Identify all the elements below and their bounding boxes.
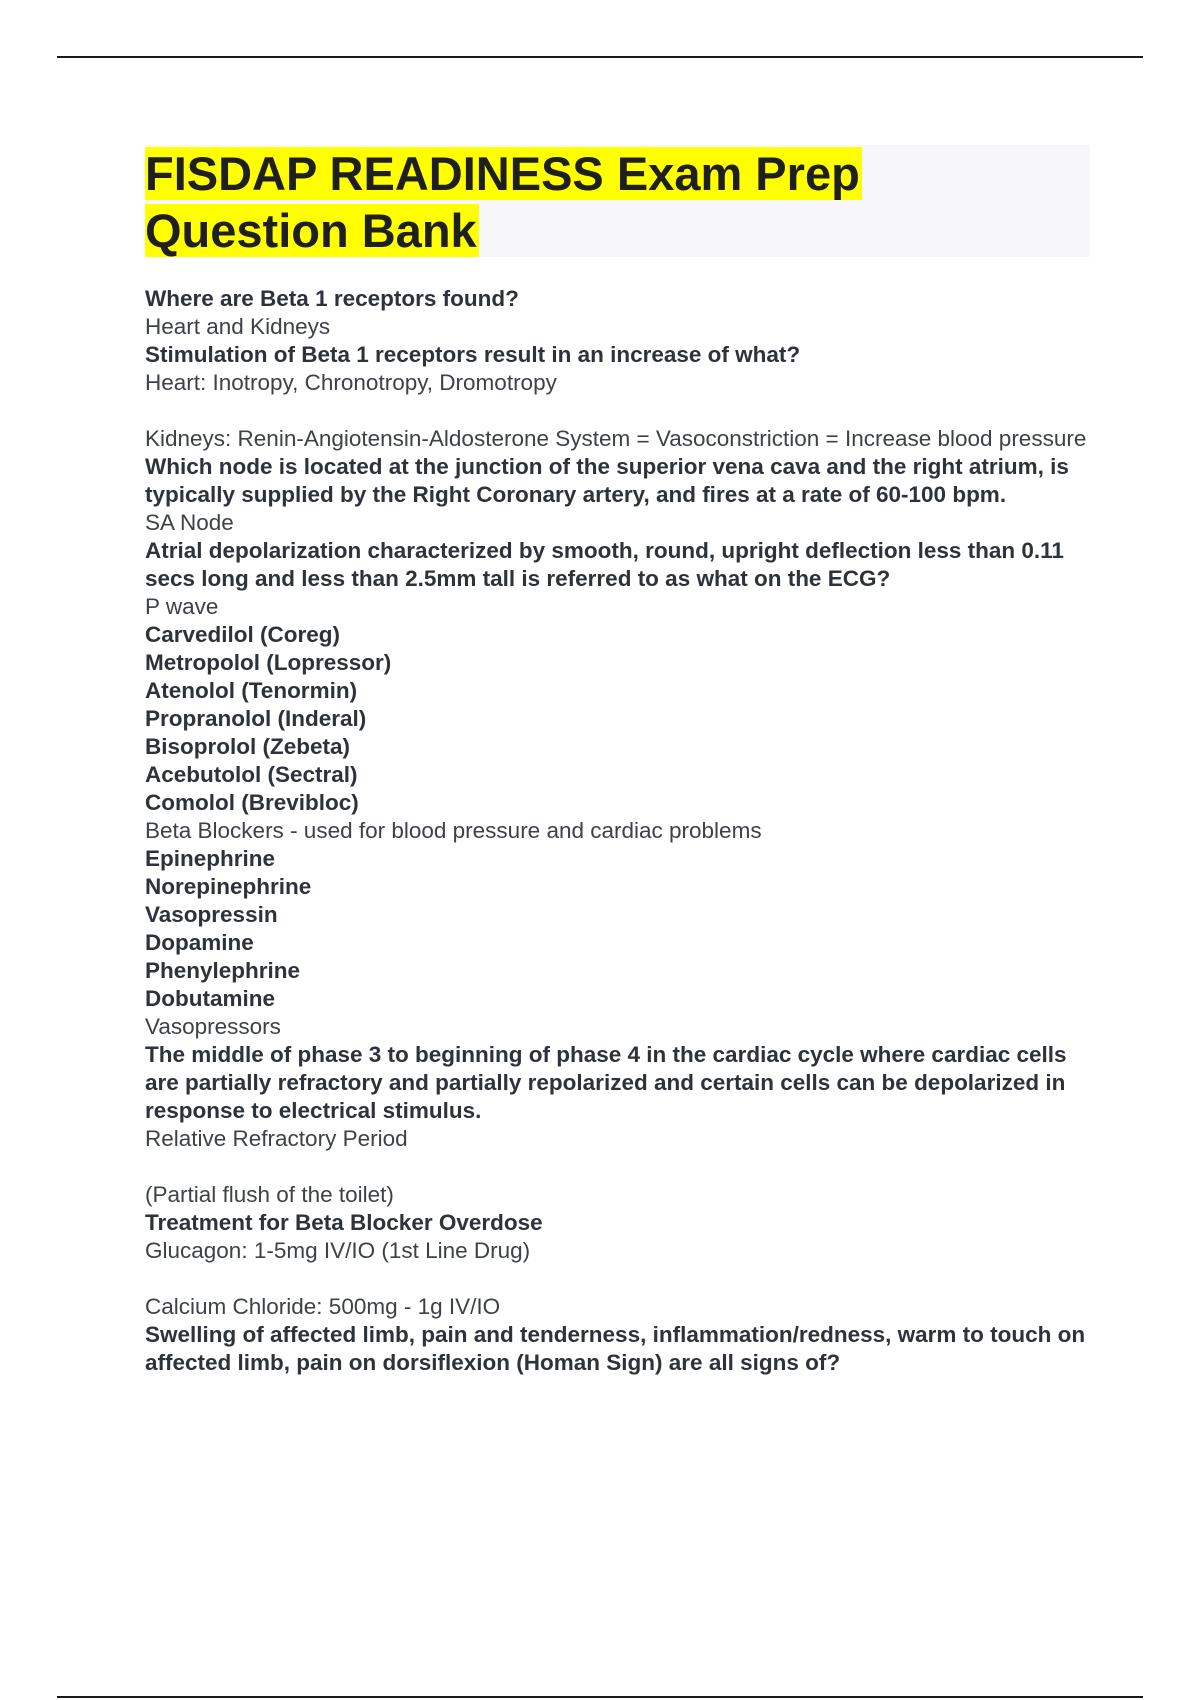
question-text: Bisoprolol (Zebeta) xyxy=(145,734,351,759)
question-text: Carvedilol (Coreg) xyxy=(145,622,341,647)
question-text: Stimulation of Beta 1 receptors result in an increase of what? xyxy=(145,342,801,367)
title-block xyxy=(145,145,1090,257)
question-text: Norepinephrine xyxy=(145,874,312,899)
spacer xyxy=(145,1265,1090,1293)
top-rule xyxy=(57,56,1143,58)
title-line-1: FISDAP READINESS Exam Prep xyxy=(145,147,860,200)
answer-text: P wave xyxy=(145,594,219,619)
answer-text: Calcium Chloride: 500mg - 1g IV/IO xyxy=(145,1294,501,1319)
question-text: Metropolol (Lopressor) xyxy=(145,650,392,675)
question-text: Vasopressin xyxy=(145,902,278,927)
answer-text: (Partial flush of the toilet) xyxy=(145,1182,394,1207)
title-line-2: Question Bank xyxy=(145,204,477,257)
question-text: Propranolol (Inderal) xyxy=(145,706,367,731)
spacer xyxy=(145,397,1090,425)
answer-text: Heart: Inotropy, Chronotropy, Dromotropy xyxy=(145,370,557,395)
question-answer-list xyxy=(145,285,1090,1377)
question-text: Which node is located at the junction of the superior vena cava and the right atrium, is typically supplied by the Right Coronary artery, and fires at a rate of 60-100 bpm. xyxy=(145,454,1069,507)
question-text: Epinephrine xyxy=(145,846,276,871)
question-text: Comolol (Brevibloc) xyxy=(145,790,359,815)
question-text: Swelling of affected limb, pain and tenderness, inflammation/redness, warm to touch on affected limb, pain on dorsiflexion (Homan Sign) are all signs of? xyxy=(145,1322,1086,1375)
question-text: Phenylephrine xyxy=(145,958,301,983)
answer-text: SA Node xyxy=(145,510,234,535)
page-title xyxy=(145,145,1090,259)
spacer xyxy=(145,1153,1090,1181)
question-text: Treatment for Beta Blocker Overdose xyxy=(145,1210,543,1235)
answer-text: Relative Refractory Period xyxy=(145,1126,408,1151)
question-text: Dopamine xyxy=(145,930,254,955)
bottom-rule xyxy=(57,1696,1143,1698)
answer-text: Glucagon: 1-5mg IV/IO (1st Line Drug) xyxy=(145,1238,531,1263)
question-text: Dobutamine xyxy=(145,986,276,1011)
answer-text: Beta Blockers - used for blood pressure and cardiac problems xyxy=(145,818,762,843)
question-text: Atrial depolarization characterized by smooth, round, upright deflection less than 0.11 secs long and less than 2.5mm tall is referred to as what on the ECG? xyxy=(145,538,1064,591)
document-body xyxy=(145,145,1090,1377)
answer-text: Kidneys: Renin-Angiotensin-Aldosterone System = Vasoconstriction = Increase blood pressure xyxy=(145,426,1087,451)
question-text: Atenolol (Tenormin) xyxy=(145,678,358,703)
question-text: The middle of phase 3 to beginning of phase 4 in the cardiac cycle where cardiac cells are partially refractory and partially repolarized and certain cells can be depolarized in response to electrical stimulus. xyxy=(145,1042,1067,1123)
question-text: Where are Beta 1 receptors found? xyxy=(145,286,519,311)
answer-text: Heart and Kidneys xyxy=(145,314,331,339)
answer-text: Vasopressors xyxy=(145,1014,281,1039)
question-text: Acebutolol (Sectral) xyxy=(145,762,358,787)
